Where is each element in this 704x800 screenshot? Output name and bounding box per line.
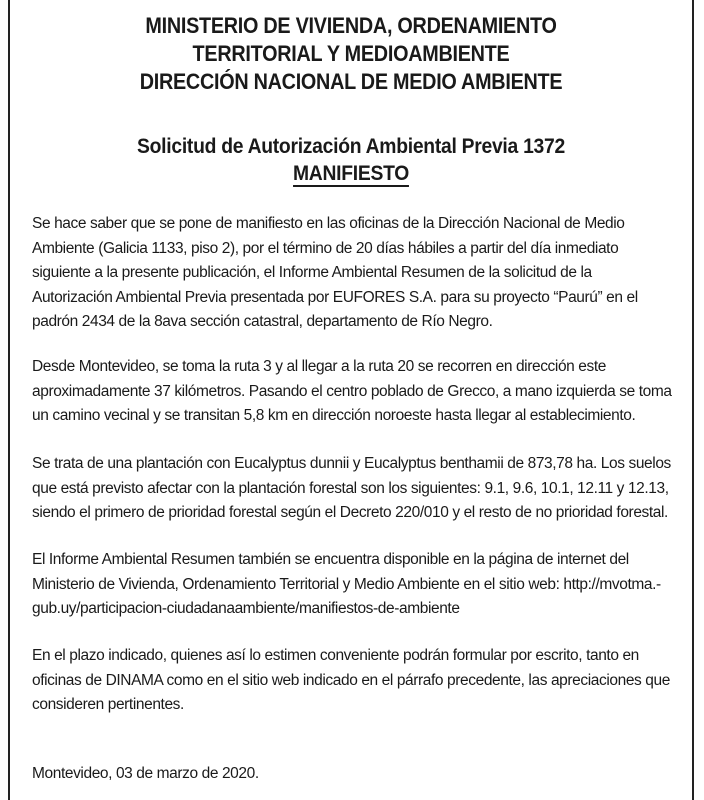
paragraph-plantation: Se trata de una plantación con Eucalyptus dunnii y Eucalyptus benthamii de 873,78 ha. Los suelos que está previsto afectar con la plantación forestal son los siguientes: 9.1, 9.6, 10.1, 12.11 y 12.13, siendo el primero de prioridad forestal según el Decreto 220/010 y el resto de no prioridad forestal. — [32, 455, 671, 521]
header-line-3: DIRECCIÓN NACIONAL DE MEDIO AMBIENTE — [139, 69, 563, 94]
notice-title — [37, 133, 664, 187]
paragraph-website: El Informe Ambiental Resumen también se encuentra disponible en la página de internet del Ministerio de Vivienda, Ordenamiento Territorial y Medio Ambiente en el sitio web: http://mvotma.-gub.uy/participacion-ciudadanaambiente/manifiestos-de-ambiente — [32, 551, 661, 617]
paragraph-publication: Se hace saber que se pone de manifiesto en las oficinas de la Dirección Nacional de Medio Ambiente (Galicia 1133, piso 2), por el término de 20 días hábiles a partir del día inmediato siguiente a la presente publicación, el Informe Ambiental Resumen de la solicitud de la Autorización Ambiental Previa presentada por EUFORES S.A. para su proyecto “Paurú” en el padrón 2434 de la 8ava sección catastral, departamento de Río Negro. — [32, 215, 638, 330]
ministry-header — [44, 12, 658, 96]
paragraph-deadline: En el plazo indicado, quienes así lo estimen conveniente podrán formular por escrito, tanto en oficinas de DINAMA como en el sitio web indicado en el párrafo precedente, las apreciaciones que consideren pertinentes. — [32, 647, 670, 713]
public-notice — [8, 0, 694, 800]
date-signature: Montevideo, 03 de marzo de 2020. — [32, 765, 259, 782]
title-line-1: Solicitud de Autorización Ambiental Previa 1372 — [137, 135, 565, 158]
header-line-1: MINISTERIO DE VIVIENDA, ORDENAMIENTO — [145, 13, 557, 38]
header-line-2: TERRITORIAL Y MEDIOAMBIENTE — [192, 41, 510, 66]
paragraph-directions: Desde Montevideo, se toma la ruta 3 y al llegar a la ruta 20 se recorren en dirección este aproximadamente 37 kilómetros. Pasando el centro poblado de Grecco, a mano izquierda se toma un camino vecinal y se transitan 5,8 km en dirección noroeste hasta llegar al establecimiento. — [32, 358, 672, 424]
title-manifiesto: MANIFIESTO — [292, 162, 410, 185]
